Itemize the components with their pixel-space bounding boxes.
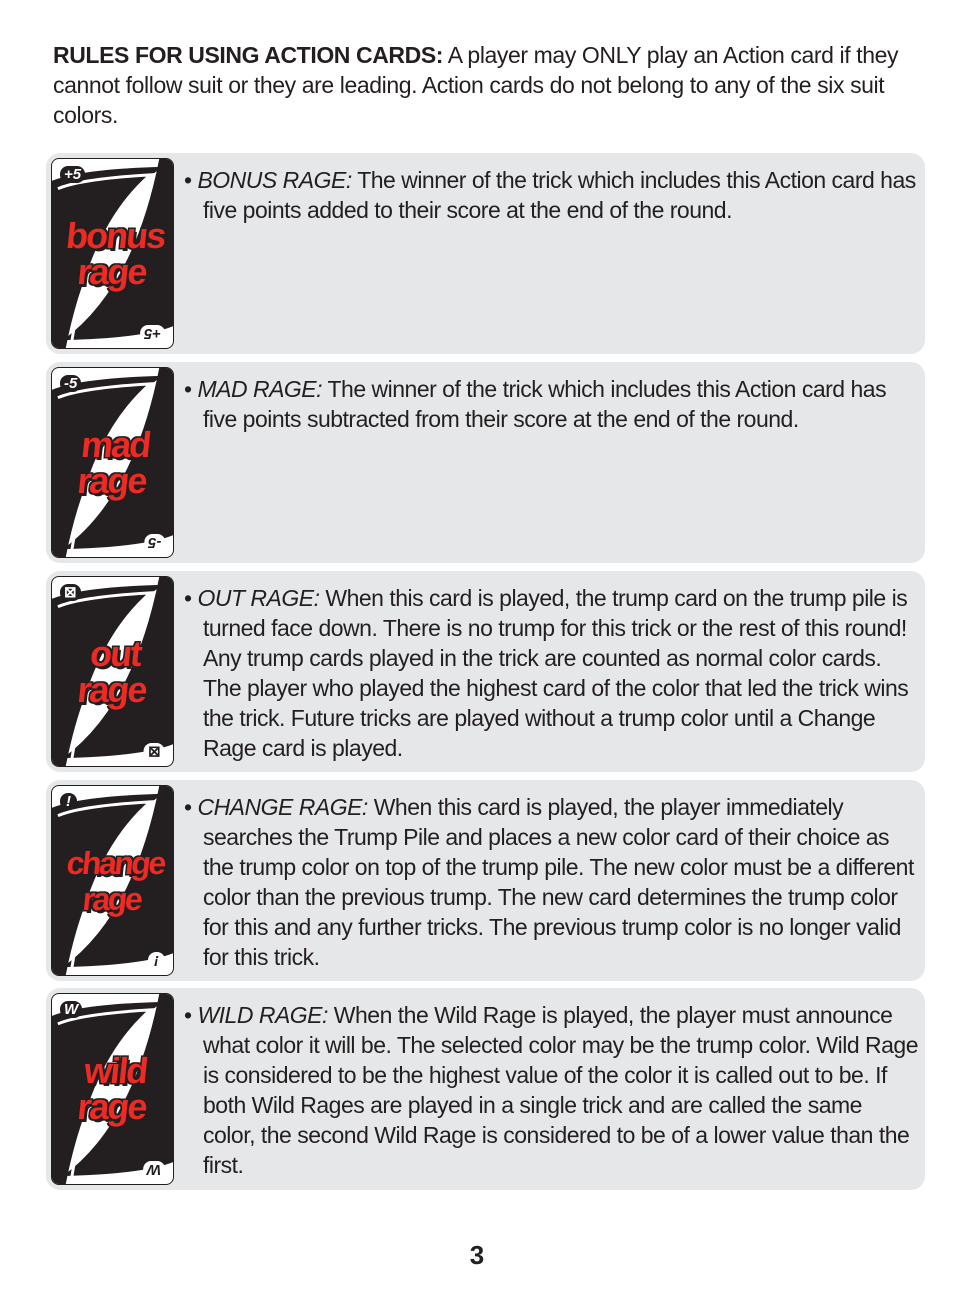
card-title-line2: rage [75,668,148,710]
action-card-panel-out-rage [46,571,925,772]
card-corner-value-inverted: ! [148,952,165,969]
card-name: MAD RAGE: [197,376,323,402]
bullet: • [184,1002,198,1028]
action-card-panel-wild-rage [46,988,925,1190]
card-title-line2: rage [75,1086,148,1127]
card-name: WILD RAGE: [197,1002,328,1028]
bullet: • [184,376,198,402]
action-card-panel-mad-rage [46,362,925,563]
card-title [56,1050,171,1127]
card-corner-value-inverted: W [143,1161,165,1178]
card-corner-value: ⊠ [60,584,81,601]
intro-label: RULES FOR USING ACTION CARDS: [53,42,444,68]
intro-text: A player may ONLY play an Action card if they cannot follow suit or they are leading. Action cards do not belong to any of the six suit colors. [53,42,899,128]
card-title-line1: bonus [64,214,167,256]
card-description [184,792,919,972]
bonus-rage-card-image [51,158,174,349]
action-card-panel-bonus-rage [46,153,925,354]
card-title-line1: out [88,632,143,674]
card-corner-value: W [60,1001,82,1018]
card-description [184,374,919,434]
card-name: CHANGE RAGE: [197,794,368,820]
card-name: OUT RAGE: [197,585,320,611]
change-rage-card-image [51,785,174,976]
card-text: When this card is played, the trump card on the trump pile is turned face down. There is no trump for this trick or the rest of this round! Any trump cards played in the trick are counted as normal color cards. The player who played the highest card of the color that led the trick wins the trick. Future tricks are played without a trump color until a Change Rage card is played. [203,585,909,761]
intro-paragraph [53,40,913,130]
bullet: • [184,167,198,193]
bullet: • [184,585,198,611]
card-text: When the Wild Rage is played, the player must announce what color it will be. The selected color may be the trump color. Wild Rage is considered to be the highest value of the color it is called out to be. If both Wild Rages are played in a single trick and are called the same color, the second Wild Rage is considered to be of a lower value than the first. [203,1002,919,1178]
card-title-line1: wild [82,1050,149,1091]
card-corner-value-inverted: -5 [144,534,165,551]
wild-rage-card-image [51,993,174,1185]
card-description [184,1000,919,1180]
card-text: The winner of the trick which includes this Action card has five points added to their score at the end of the round. [203,167,916,223]
page-number: 3 [469,1240,485,1270]
card-description [184,583,919,763]
card-title-line1: change [64,844,166,881]
card-title-line2: rage [75,250,148,292]
card-corner-value-inverted: +5 [140,325,165,342]
card-text: The winner of the trick which includes this Action card has five points subtracted from their score at the end of the round. [203,376,887,432]
card-corner-value: -5 [60,375,81,392]
mad-rage-card-image [51,367,174,558]
card-corner-value: +5 [60,166,85,183]
card-description [184,165,919,225]
card-name: BONUS RAGE: [197,167,352,193]
card-title-line2: rage [75,459,148,501]
card-text: When this card is played, the player immediately searches the Trump Pile and places a new color card of their choice as the trump color on top of the trump pile. The new color must be a different color than the previous trump. The new card determines the trump color for this and any further tricks. The previous trump color is no longer valid for this trick. [203,794,914,970]
bullet: • [184,794,198,820]
card-corner-value-inverted: ⊠ [144,743,165,760]
action-card-panel-change-rage [46,780,925,981]
card-title-line1: mad [79,423,152,465]
card-title [56,214,171,292]
card-title [56,845,171,917]
card-corner-value: ! [60,793,77,810]
card-title [56,632,171,710]
out-rage-card-image [51,576,174,767]
card-title-line2: rage [80,880,143,917]
card-title [56,423,171,501]
